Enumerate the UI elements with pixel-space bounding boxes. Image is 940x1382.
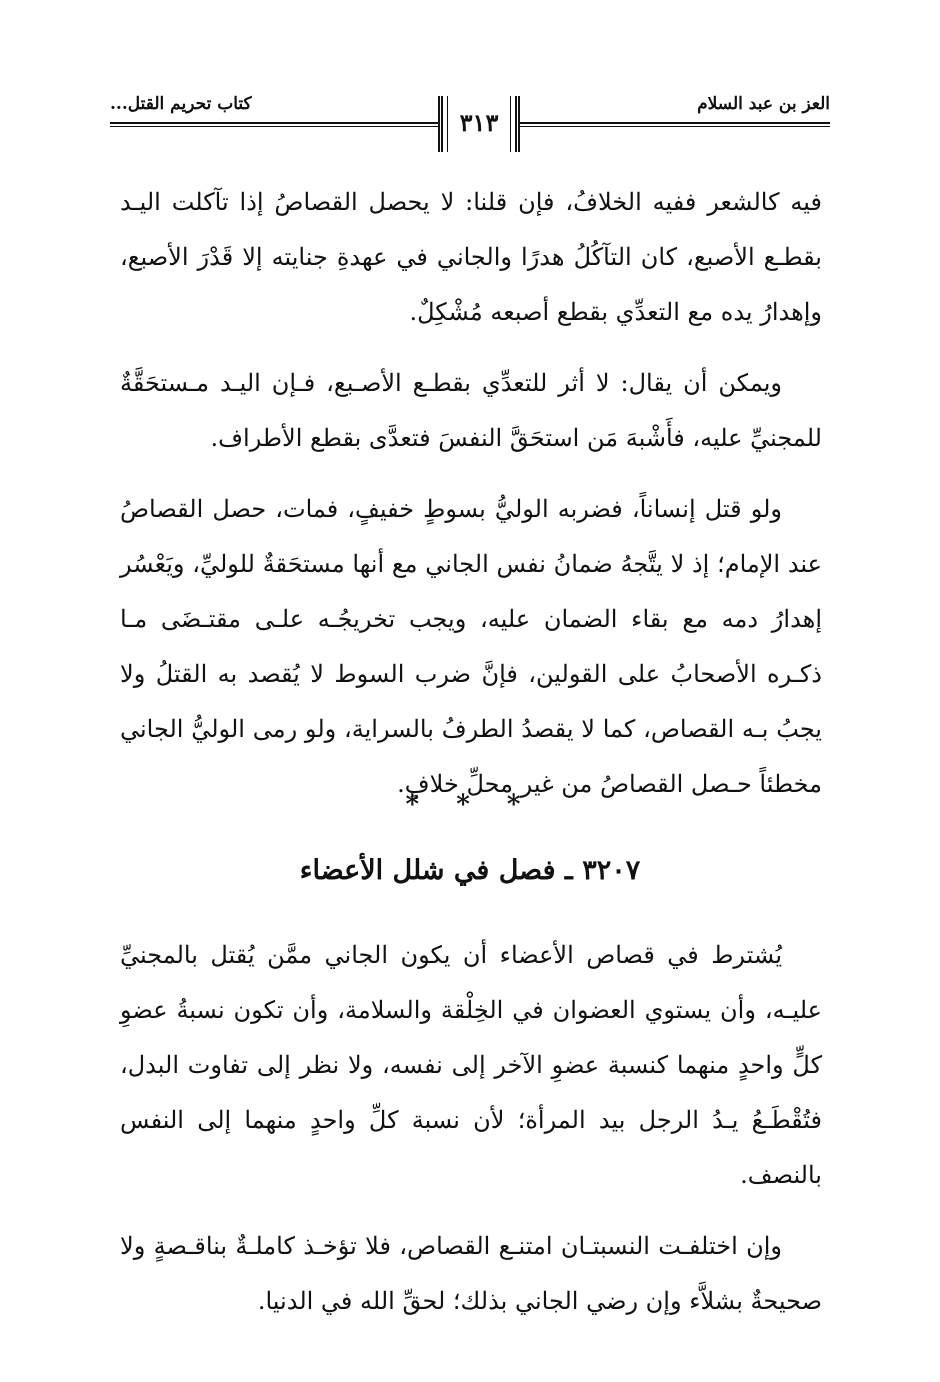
paragraph: ولو قتل إنساناً، فضربه الوليُّ بسوطٍ خفيفٍ، فمات، حصل القصاصُ عند الإمام؛ إذ لا يتَّجهُ ضمانُ نفس الجاني مع أنها مستحَقةٌ للوليِّ، ويَعْسُر إهدارُ دمه مع بقاء الضمان عليه، ويجب تخريجُـه علـى مقتـضَى مـا ذكـره الأصحابُ على القولين، فإنَّ ضرب السوط لا يُقصد به القتلُ ولا يجبُ بـه القصاص، كما لا يقصدُ الطرفُ بالسراية، ولو رمى الوليُّ الجاني مخطئاً حـصل القصاصُ من غير محلِّ خلافٍ. [120,495,822,798]
text-block-1 [120,175,822,812]
paragraph: ويمكن أن يقال: لا أثر للتعدِّي بقطـع الأصـبع، فـإن اليـد مـستحَقَّةٌ للمجنيِّ عليه، فأَشْبهَ مَن استحَقَّ النفسَ فتعدَّى بقطع الأطراف. [120,369,822,452]
section-title: ٣٢٠٧ ـ فصل في شلل الأعضاء [299,855,641,886]
paragraph: يُشترط في قصاص الأعضاء أن يكون الجاني ممَّن يُقتل بالمجنيِّ عليـه، وأن يستوي العضوان في الخِلْقة والسلامة، وأن تكون نسبةُ عضوِ كلٍّ واحدٍ منهما كنسبة عضوِ الآخر إلى نفسه، ولا نظر إلى تفاوت البدل، فتُقْطَـعُ يـدُ الرجل بيد المرأة؛ لأن نسبة كلِّ واحدٍ منهما إلى النفس بالنصف. [120,941,822,1189]
running-header [110,90,830,160]
section-separator: * * * [405,790,535,820]
page-number: ٣١٣ [459,108,499,137]
page-number-frame [438,96,520,152]
paragraph: فيه كالشعر ففيه الخلافُ، فإن قلنا: لا يحصل القصاصُ إذا تآكلت اليـد بقطـع الأصبع، كان التآكُلُ هدرًا والجاني في عهدةِ جنايته إلا قَدْرَ الأصبع، وإهدارُ يده مع التعدِّي بقطع أصبعه مُشْكِلٌ. [120,188,822,326]
text-block-2 [120,928,822,1329]
header-book-title: كتاب تحريم القتل... [110,94,258,114]
header-author: العز بن عبد السلام [691,94,830,114]
paragraph: وإن اختلفـت النسبتـان امتنـع القصاص، فلا تؤخـذ كاملـةٌ بناقـصةٍ ولا صحيحةٌ بشلاَّء وإن رضي الجاني بذلك؛ لحقِّ الله في الدنيا. [120,1232,822,1315]
